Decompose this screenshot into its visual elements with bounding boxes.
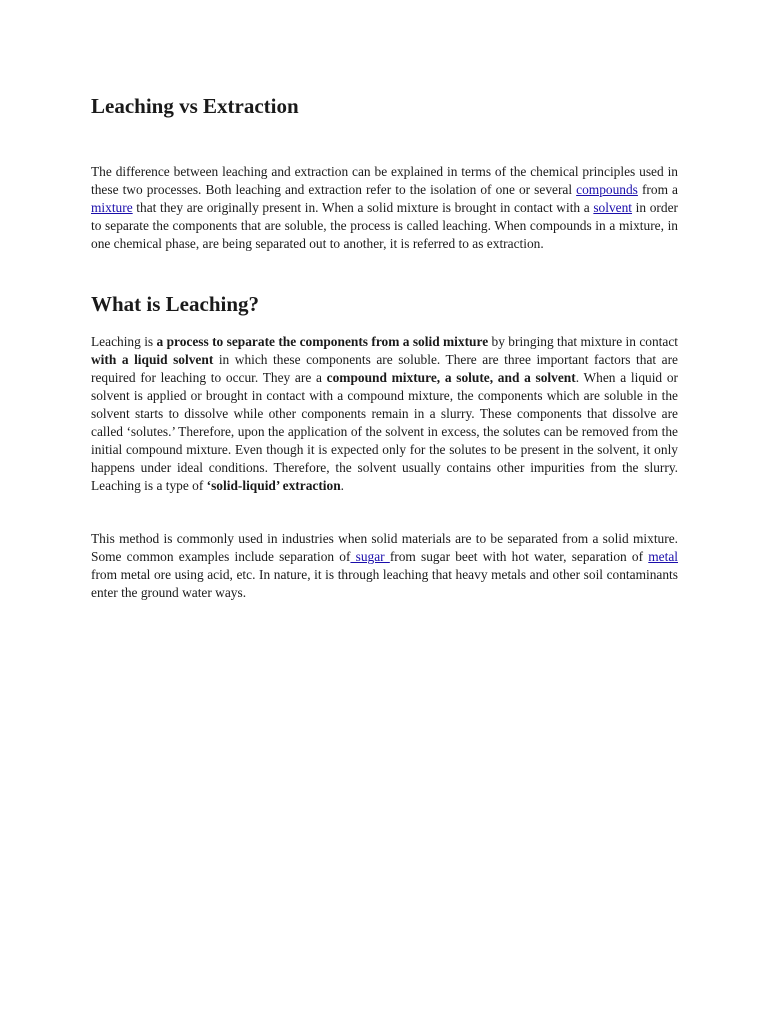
intro-paragraph bbox=[91, 163, 678, 253]
solvent-link[interactable]: solvent bbox=[593, 200, 633, 215]
compounds-link[interactable]: compounds bbox=[576, 182, 638, 197]
intro-text-1: The difference between leaching and extraction can be explained in terms of the chemical principles used in these two processes. Both leaching and extraction refer to the isolation of one or several bbox=[91, 164, 678, 197]
leaching-bold-3: compound mixture, a solute, and a solvent bbox=[326, 370, 576, 385]
mixture-link[interactable]: mixture bbox=[91, 200, 133, 215]
leaching-text-3: in which these components are soluble. There are three important factors that are required for leaching to occur. They are a bbox=[91, 352, 678, 385]
applications-paragraph bbox=[91, 530, 678, 602]
metal-link[interactable]: metal bbox=[648, 549, 679, 564]
leaching-text-2: by bringing that mixture in contact bbox=[488, 334, 678, 349]
applications-text-3: from metal ore using acid, etc. In nature, it is through leaching that heavy metals and other soil contaminants enter the ground water ways. bbox=[91, 567, 678, 600]
leaching-text-4: . When a liquid or solvent is applied or brought in contact with a compound mixture, the components which are soluble in the solvent starts to dissolve while other components remain in a slurry. These components that dissolve are called ‘solutes.’ Therefore, upon the application of the solvent in excess, the solutes can be removed from the initial compound mixture. Even though it is expected only for the solutes to be present in the solvent, it only happens under ideal conditions. Therefore, the solvent usually contains other impurities from the slurry. Leaching is a type of bbox=[91, 370, 678, 493]
leaching-bold-2: with a liquid solvent bbox=[91, 352, 214, 367]
leaching-bold-1: a process to separate the components from a solid mixture bbox=[156, 334, 489, 349]
leaching-text-1: Leaching is bbox=[91, 334, 157, 349]
leaching-paragraph bbox=[91, 333, 678, 495]
leaching-bold-4: ‘solid-liquid’ extraction bbox=[206, 478, 341, 493]
intro-text-4: in order to separate the components that are soluble, the process is called leaching. When compounds in a mixture, in one chemical phase, are being separated out to another, it is referred to as extraction. bbox=[91, 200, 678, 251]
leaching-text-5: . bbox=[340, 478, 345, 493]
intro-text-3: that they are originally present in. When a solid mixture is brought in contact with a bbox=[132, 200, 594, 215]
section-heading: What is Leaching? bbox=[91, 292, 260, 316]
applications-text-2: from sugar beet with hot water, separation of bbox=[389, 549, 649, 564]
applications-text-1: This method is commonly used in industries when solid materials are to be separated from a solid mixture. Some common examples include separation of bbox=[91, 531, 678, 564]
intro-text-2: from a bbox=[637, 182, 678, 197]
document-title: Leaching vs Extraction bbox=[91, 94, 299, 118]
sugar-link[interactable]: sugar bbox=[350, 549, 390, 564]
